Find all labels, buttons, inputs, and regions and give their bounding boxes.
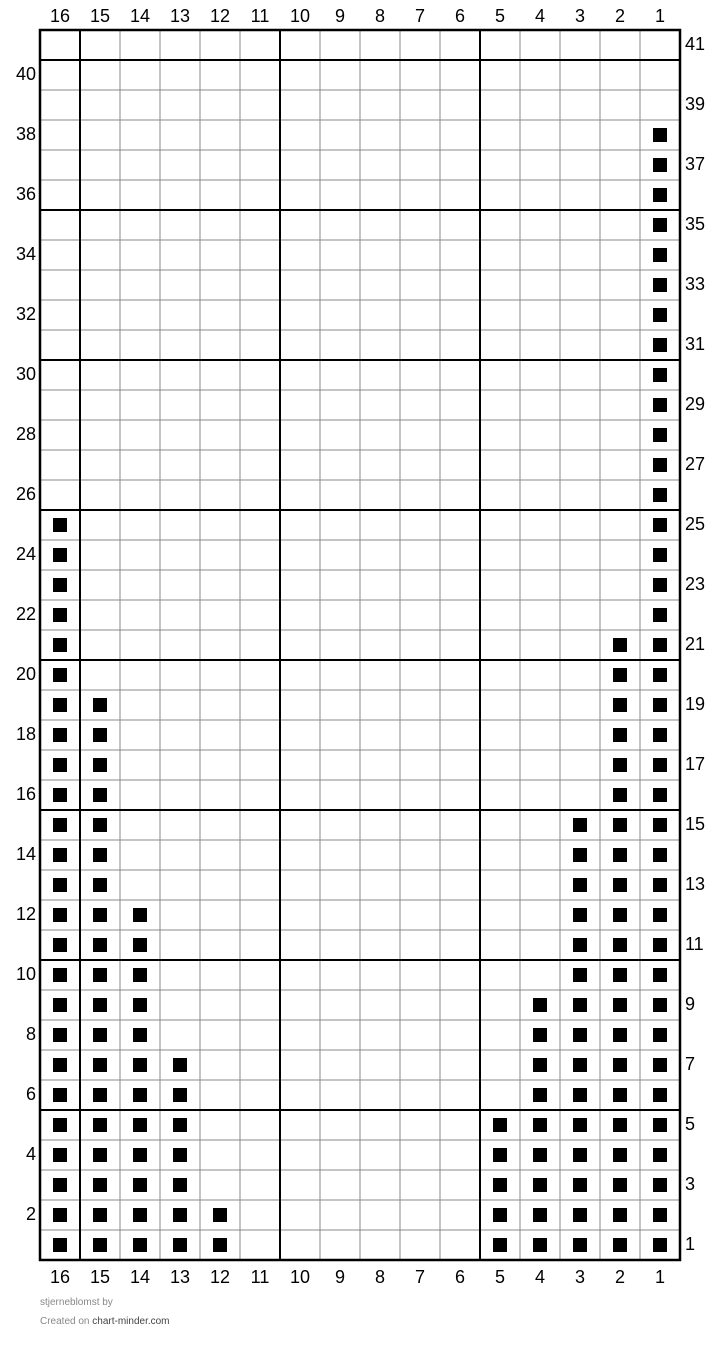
row-number-right: 29 [685, 393, 706, 414]
stitch-mark [53, 698, 67, 712]
stitch-mark [173, 1148, 187, 1162]
stitch-mark [133, 968, 147, 982]
stitch-mark [573, 818, 587, 832]
column-label-top: 5 [494, 5, 506, 26]
stitch-mark [493, 1238, 507, 1252]
row-number-left: 32 [15, 303, 36, 324]
column-label-bottom: 10 [289, 1266, 311, 1287]
stitch-mark [53, 1028, 67, 1042]
row-number-left: 6 [25, 1083, 36, 1104]
stitch-mark [613, 1208, 627, 1222]
column-label-bottom: 3 [574, 1266, 586, 1287]
stitch-mark [613, 788, 627, 802]
row-number-left: 2 [25, 1203, 36, 1224]
stitch-mark [133, 1208, 147, 1222]
stitch-mark [573, 1148, 587, 1162]
stitch-mark [53, 998, 67, 1012]
stitch-mark [653, 818, 667, 832]
stitch-mark [93, 938, 107, 952]
stitch-mark [613, 848, 627, 862]
stitch-mark [133, 1118, 147, 1132]
stitch-mark [53, 758, 67, 772]
column-label-bottom: 8 [374, 1266, 386, 1287]
stitch-mark [93, 848, 107, 862]
row-number-right: 13 [685, 873, 706, 894]
stitch-mark [53, 968, 67, 982]
stitch-mark [173, 1058, 187, 1072]
stitch-mark [573, 848, 587, 862]
stitch-mark [53, 1178, 67, 1192]
stitch-mark [53, 608, 67, 622]
stitch-mark [653, 368, 667, 382]
stitch-mark [93, 698, 107, 712]
stitch-mark [133, 908, 147, 922]
stitch-mark [653, 1058, 667, 1072]
stitch-mark [573, 1238, 587, 1252]
row-number-left: 26 [15, 483, 36, 504]
column-label-top: 2 [614, 5, 626, 26]
credit-by: by [102, 1297, 113, 1308]
stitch-mark [533, 1088, 547, 1102]
column-label-bottom: 1 [654, 1266, 666, 1287]
row-number-right: 3 [685, 1173, 696, 1194]
stitch-mark [533, 998, 547, 1012]
row-number-right: 31 [685, 333, 706, 354]
row-number-right: 15 [685, 813, 706, 834]
column-label-top: 3 [574, 5, 586, 26]
stitch-mark [53, 518, 67, 532]
stitch-mark [493, 1178, 507, 1192]
stitch-mark [613, 908, 627, 922]
stitch-mark [653, 398, 667, 412]
stitch-mark [533, 1058, 547, 1072]
stitch-mark [653, 698, 667, 712]
row-number-right: 23 [685, 573, 706, 594]
stitch-mark [613, 1118, 627, 1132]
column-label-top: 7 [414, 5, 426, 26]
stitch-mark [93, 1088, 107, 1102]
stitch-mark [93, 1028, 107, 1042]
column-label-bottom: 13 [169, 1266, 191, 1287]
stitch-mark [533, 1178, 547, 1192]
stitch-mark [93, 1148, 107, 1162]
stitch-mark [53, 728, 67, 742]
stitch-mark [53, 1118, 67, 1132]
row-number-left: 28 [15, 423, 36, 444]
stitch-mark [613, 1238, 627, 1252]
row-number-left: 30 [15, 363, 36, 384]
stitch-mark [93, 1178, 107, 1192]
stitch-mark [653, 878, 667, 892]
column-label-bottom: 6 [454, 1266, 466, 1287]
stitch-mark [93, 728, 107, 742]
stitch-mark [493, 1208, 507, 1222]
stitch-mark [173, 1088, 187, 1102]
row-number-right: 41 [685, 33, 706, 54]
stitch-mark [93, 1058, 107, 1072]
row-number-left: 34 [15, 243, 36, 264]
row-number-left: 36 [15, 183, 36, 204]
column-label-top: 9 [334, 5, 346, 26]
pattern-name: stjerneblomst [40, 1297, 100, 1308]
column-label-bottom: 7 [414, 1266, 426, 1287]
stitch-mark [573, 1118, 587, 1132]
stitch-mark [53, 578, 67, 592]
column-label-bottom: 5 [494, 1266, 506, 1287]
stitch-mark [653, 1088, 667, 1102]
stitch-mark [533, 1148, 547, 1162]
stitch-mark [93, 1208, 107, 1222]
stitch-mark [573, 1088, 587, 1102]
stitch-mark [653, 308, 667, 322]
column-label-bottom: 9 [334, 1266, 346, 1287]
stitch-mark [653, 338, 667, 352]
stitch-mark [533, 1028, 547, 1042]
column-label-bottom: 14 [129, 1266, 151, 1287]
row-number-left: 20 [15, 663, 36, 684]
column-label-top: 4 [534, 5, 546, 26]
stitch-mark [493, 1148, 507, 1162]
row-number-right: 21 [685, 633, 706, 654]
stitch-mark [173, 1208, 187, 1222]
stitch-mark [653, 128, 667, 142]
stitch-mark [653, 788, 667, 802]
stitch-mark [133, 1238, 147, 1252]
stitch-mark [213, 1238, 227, 1252]
stitch-mark [653, 188, 667, 202]
stitch-mark [653, 248, 667, 262]
stitch-mark [613, 998, 627, 1012]
column-label-bottom: 11 [250, 1266, 270, 1287]
stitch-mark [653, 158, 667, 172]
column-label-bottom: 12 [209, 1266, 231, 1287]
stitch-mark [173, 1238, 187, 1252]
row-number-left: 4 [25, 1143, 36, 1164]
stitch-mark [93, 908, 107, 922]
stitch-mark [653, 218, 667, 232]
stitch-mark [133, 938, 147, 952]
column-label-top: 11 [250, 5, 270, 26]
stitch-mark [53, 848, 67, 862]
column-label-bottom: 2 [614, 1266, 626, 1287]
column-label-top: 14 [129, 5, 151, 26]
stitch-mark [653, 578, 667, 592]
stitch-mark [573, 1028, 587, 1042]
stitch-mark [653, 1028, 667, 1042]
stitch-mark [613, 818, 627, 832]
stitch-mark [53, 1148, 67, 1162]
stitch-mark [493, 1118, 507, 1132]
stitch-mark [573, 908, 587, 922]
stitch-mark [53, 1238, 67, 1252]
stitch-mark [653, 1208, 667, 1222]
column-label-top: 12 [209, 5, 231, 26]
column-label-top: 8 [374, 5, 386, 26]
stitch-mark [653, 758, 667, 772]
row-number-left: 16 [15, 783, 36, 804]
stitch-mark [653, 1238, 667, 1252]
stitch-mark [613, 638, 627, 652]
stitch-mark [53, 938, 67, 952]
row-number-left: 24 [15, 543, 36, 564]
row-number-right: 35 [685, 213, 706, 234]
row-number-left: 10 [15, 963, 36, 984]
stitch-mark [573, 998, 587, 1012]
column-label-top: 6 [454, 5, 466, 26]
stitch-mark [613, 968, 627, 982]
stitch-mark [53, 1058, 67, 1072]
stitch-mark [653, 1148, 667, 1162]
stitch-mark [653, 638, 667, 652]
stitch-mark [653, 1178, 667, 1192]
stitch-mark [53, 668, 67, 682]
row-number-left: 12 [15, 903, 36, 924]
row-number-right: 9 [685, 993, 696, 1014]
stitch-mark [53, 638, 67, 652]
stitch-mark [133, 1058, 147, 1072]
stitch-mark [93, 968, 107, 982]
stitch-mark [613, 728, 627, 742]
stitch-mark [653, 1118, 667, 1132]
column-label-top: 16 [49, 5, 71, 26]
stitch-mark [613, 1028, 627, 1042]
stitch-mark [653, 968, 667, 982]
stitch-mark [613, 1058, 627, 1072]
stitch-mark [653, 278, 667, 292]
stitch-mark [573, 1178, 587, 1192]
stitch-mark [613, 878, 627, 892]
stitch-mark [613, 1148, 627, 1162]
stitch-mark [133, 998, 147, 1012]
row-number-left: 18 [15, 723, 36, 744]
column-label-top: 10 [289, 5, 311, 26]
row-number-right: 25 [685, 513, 706, 534]
stitch-mark [653, 938, 667, 952]
row-number-right: 5 [685, 1113, 696, 1134]
column-label-bottom: 16 [49, 1266, 71, 1287]
stitch-mark [53, 788, 67, 802]
stitch-mark [653, 668, 667, 682]
stitch-mark [533, 1238, 547, 1252]
stitch-mark [53, 1208, 67, 1222]
row-number-right: 39 [685, 93, 706, 114]
stitch-mark [653, 458, 667, 472]
stitch-mark [613, 1178, 627, 1192]
stitch-mark [53, 818, 67, 832]
stitch-mark [613, 758, 627, 772]
stitch-mark [93, 878, 107, 892]
stitch-mark [93, 1118, 107, 1132]
column-label-top: 13 [169, 5, 191, 26]
stitch-mark [213, 1208, 227, 1222]
stitch-mark [653, 548, 667, 562]
stitch-mark [93, 758, 107, 772]
stitch-mark [573, 1058, 587, 1072]
column-label-bottom: 15 [89, 1266, 111, 1287]
stitch-mark [613, 668, 627, 682]
stitch-mark [653, 998, 667, 1012]
stitch-mark [573, 878, 587, 892]
stitch-mark [573, 1208, 587, 1222]
stitch-mark [53, 548, 67, 562]
row-number-left: 22 [15, 603, 36, 624]
stitch-mark [53, 878, 67, 892]
stitch-mark [653, 518, 667, 532]
stitch-mark [653, 728, 667, 742]
row-number-right: 17 [685, 753, 706, 774]
site-link[interactable]: chart-minder.com [92, 1316, 170, 1327]
stitch-mark [653, 848, 667, 862]
row-number-right: 33 [685, 273, 706, 294]
stitch-mark [533, 1208, 547, 1222]
stitch-mark [133, 1178, 147, 1192]
pattern-credit [40, 1297, 113, 1308]
row-number-right: 37 [685, 153, 706, 174]
stitch-mark [53, 908, 67, 922]
stitch-mark [653, 608, 667, 622]
row-number-right: 19 [685, 693, 706, 714]
row-number-left: 14 [15, 843, 36, 864]
stitch-mark [573, 968, 587, 982]
row-number-left: 40 [15, 63, 36, 84]
column-label-top: 15 [89, 5, 111, 26]
created-on-credit [40, 1316, 170, 1327]
stitch-mark [653, 428, 667, 442]
stitch-mark [653, 488, 667, 502]
stitch-mark [93, 998, 107, 1012]
stitch-mark [613, 698, 627, 712]
stitch-mark [133, 1148, 147, 1162]
row-number-right: 7 [685, 1053, 696, 1074]
row-number-right: 11 [685, 933, 704, 954]
stitch-mark [173, 1118, 187, 1132]
column-label-bottom: 4 [534, 1266, 546, 1287]
column-label-top: 1 [654, 5, 666, 26]
stitch-mark [93, 788, 107, 802]
row-number-left: 8 [25, 1023, 36, 1044]
row-number-left: 38 [15, 123, 36, 144]
stitch-mark [133, 1028, 147, 1042]
created-prefix: Created on [40, 1316, 90, 1327]
stitch-mark [53, 1088, 67, 1102]
stitch-mark [613, 938, 627, 952]
row-number-right: 1 [685, 1233, 696, 1254]
stitch-mark [573, 938, 587, 952]
stitch-mark [93, 1238, 107, 1252]
stitch-mark [133, 1088, 147, 1102]
stitch-mark [533, 1118, 547, 1132]
stitch-mark [653, 908, 667, 922]
stitch-mark [173, 1178, 187, 1192]
stitch-mark [613, 1088, 627, 1102]
row-number-right: 27 [685, 453, 706, 474]
stitch-mark [93, 818, 107, 832]
